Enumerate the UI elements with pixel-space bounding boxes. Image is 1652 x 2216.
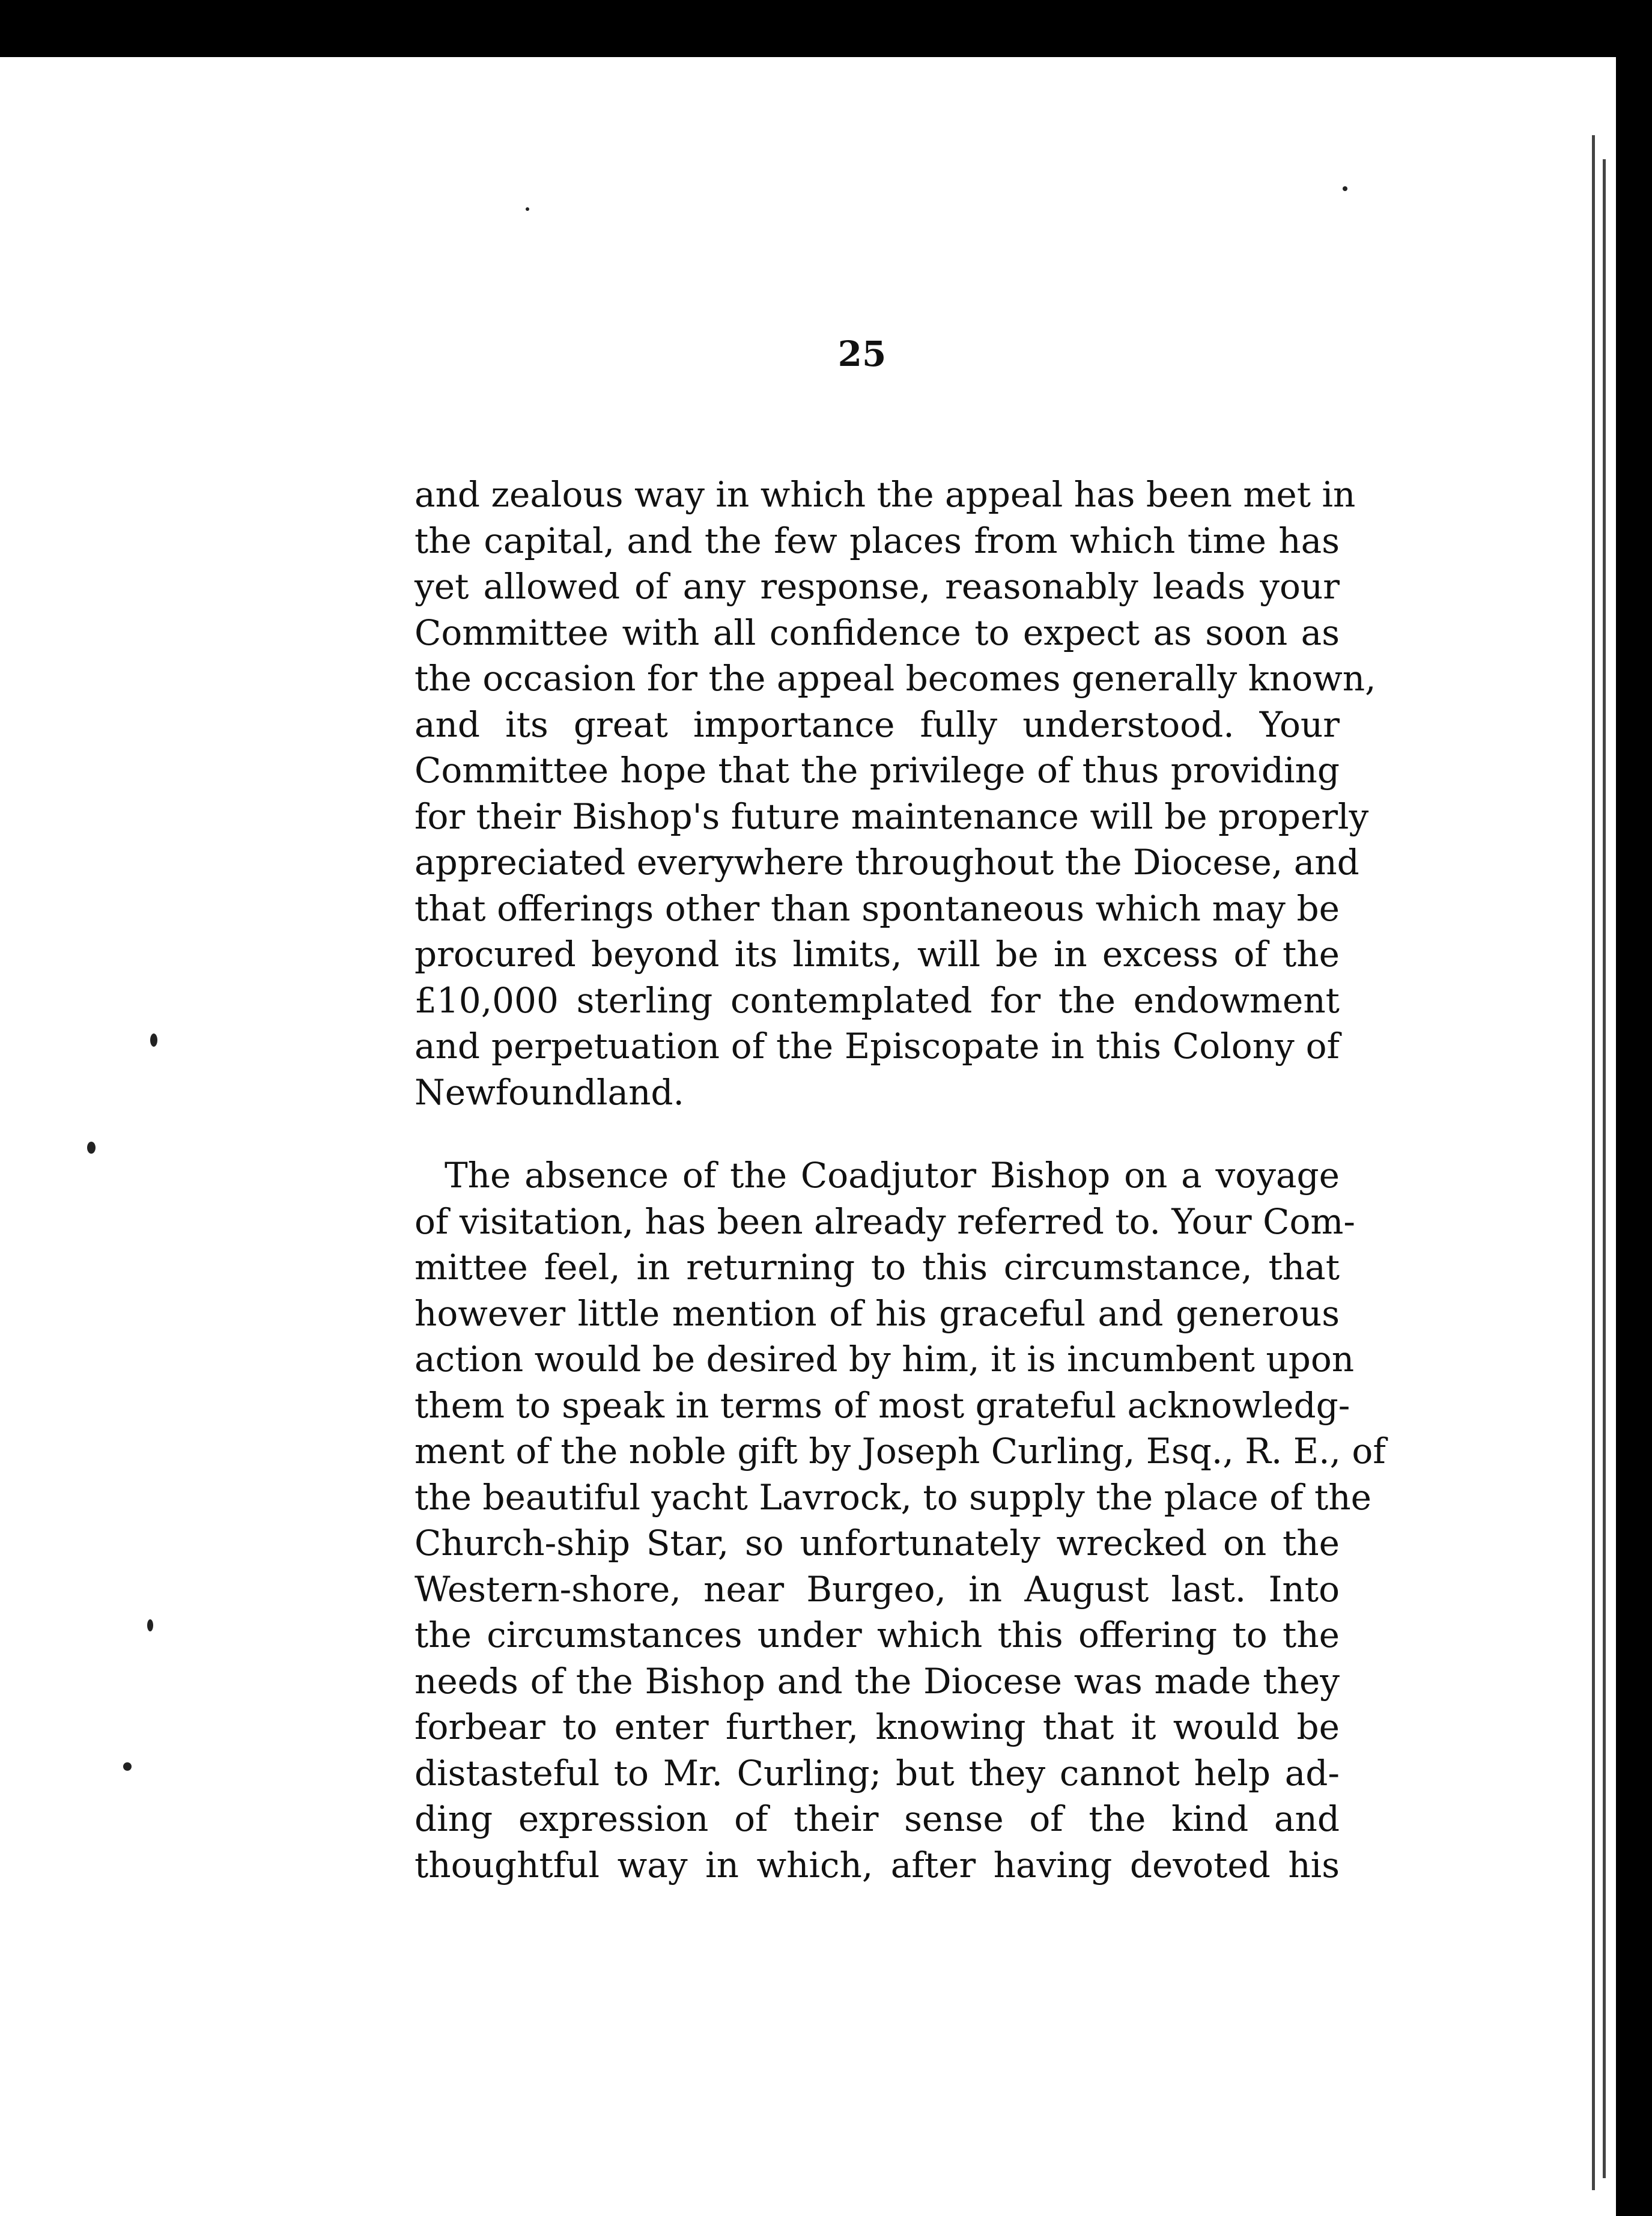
text-line: action would be desired by him, it is incumbent upon — [415, 1339, 1355, 1380]
text-line: of visitation, has been already referred to. Your Com- — [415, 1201, 1355, 1242]
paragraph-2 — [415, 1152, 1386, 1888]
scan-speck — [147, 1619, 153, 1631]
scan-speck — [87, 1142, 96, 1154]
text-line: Western-shore, near Burgeo, in August last. Into — [415, 1568, 1340, 1610]
text-line: and perpetuation of the Episcopate in this Colony of — [415, 1026, 1340, 1067]
text-line: £10,000 sterling contemplated for the endowment — [415, 979, 1340, 1021]
text-line: forbear to enter further, knowing that it would be — [415, 1706, 1340, 1747]
scan-speck — [150, 1033, 157, 1047]
text-line: and its great importance fully understood. Your — [415, 704, 1340, 745]
text-line: ding expression of their sense of the kind and — [415, 1798, 1340, 1839]
text-line: yet allowed of any response, reasonably leads your — [415, 566, 1340, 607]
text-line: for their Bishop's future maintenance will be properly — [415, 796, 1369, 837]
text-line: the occasion for the appeal becomes generally known, — [415, 658, 1376, 699]
text-line: mittee feel, in returning to this circumstance, that — [415, 1247, 1340, 1288]
text-line: ment of the noble gift by Joseph Curling, Esq., R. E., of — [415, 1431, 1386, 1472]
text-line: and zealous way in which the appeal has been met in — [415, 474, 1356, 515]
text-line: Church-ship Star, so unfortunately wrecked on the — [415, 1523, 1340, 1563]
text-line: the circumstances under which this offering to the — [415, 1615, 1340, 1655]
paragraph-1 — [415, 472, 1376, 1115]
text-line: The absence of the Coadjutor Bishop on a voyage — [445, 1155, 1340, 1196]
page-edge-line — [1603, 159, 1606, 2178]
text-line: the beautiful yacht Lavrock, to supply the place of the — [415, 1476, 1371, 1518]
text-line: that offerings other than spontaneous which may be — [415, 887, 1340, 929]
text-line: appreciated everywhere throughout the Diocese, and — [415, 842, 1359, 883]
text-line: distasteful to Mr. Curling; but they cannot help ad- — [415, 1752, 1340, 1794]
page-number: 25 — [837, 333, 887, 374]
text-line: thoughtful way in which, after having devoted his — [415, 1844, 1340, 1886]
paragraph-gap — [415, 1115, 1340, 1152]
text-line: Newfoundland. — [415, 1071, 684, 1113]
book-page — [0, 57, 1616, 2216]
text-line: needs of the Bishop and the Diocese was made they — [415, 1660, 1340, 1702]
text-line: Committee with all confidence to expect as soon as — [415, 612, 1340, 653]
body-text — [415, 472, 1386, 1888]
scan-speck — [526, 207, 529, 211]
scan-speck — [123, 1762, 132, 1771]
scan-speck — [1343, 186, 1347, 191]
text-line: them to speak in terms of most grateful acknowledg- — [415, 1384, 1350, 1426]
text-line: procured beyond its limits, will be in excess of the — [415, 934, 1340, 975]
page-edge-line — [1592, 135, 1595, 2190]
text-line: the capital, and the few places from which time has — [415, 520, 1340, 561]
text-line: Committee hope that the privilege of thus providing — [415, 750, 1340, 791]
text-line: however little mention of his graceful and generous — [415, 1292, 1340, 1334]
